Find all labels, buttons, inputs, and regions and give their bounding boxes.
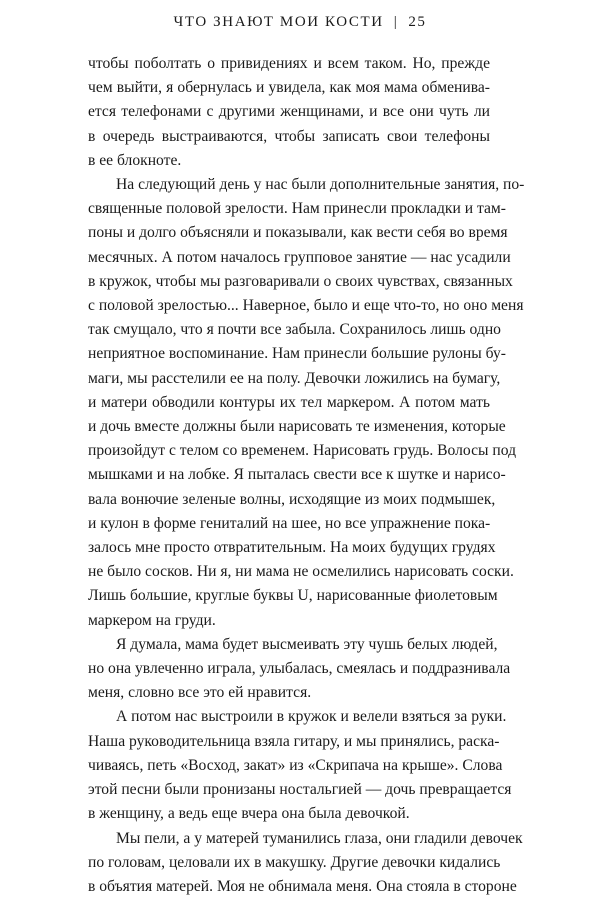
text-line: в ее блокноте. [88, 151, 182, 169]
text-line: в женщину, а ведь еще вчера она была девочкой. [88, 805, 410, 823]
text-line: месячных. А потом началось групповое занятие — нас усадили [88, 248, 511, 266]
text-line: не было сосков. Ни я, ни мама не осмелились нарисовать соски. [88, 563, 514, 581]
text-line: Лишь большие, круглые буквы U, нарисованные фиолетовым [88, 587, 498, 605]
text-line: в объятия матерей. Моя не обнимала меня. Она стояла в стороне [88, 877, 517, 895]
text-line: залось мне просто отвратительным. На моих будущих грудях [88, 539, 496, 557]
text-line: чиваясь, петь «Восход, закат» из «Скрипача на крыше». Слова [88, 756, 503, 774]
text-line: Наша руководительница взяла гитару, и мы принялись, раска- [88, 732, 500, 750]
text-line: чем выйти, я обернулась и увидела, как моя мама обменива- [88, 79, 490, 97]
page-number: 25 [408, 14, 427, 30]
text-line: в кружок, чтобы мы разговаривали о своих чувствах, связанных [88, 272, 513, 290]
text-line: маги, мы расстелили ее на полу. Девочки ложились на бумагу, [88, 369, 501, 387]
text-line: священные половой зрелости. Нам принесли прокладки и там- [88, 200, 506, 218]
text-line: ется телефонами с другими женщинами, и все они чуть ли [88, 103, 490, 121]
header-separator: | [393, 14, 399, 30]
text-line: Я думала, мама будет высмеивать эту чушь белых людей, [116, 635, 498, 653]
text-line: На следующий день у нас были дополнительные занятия, по- [116, 176, 525, 194]
text-line: мышками и на лобке. Я пыталась свести все к шутке и нарисо- [88, 466, 506, 484]
text-line: вала вонючие зеленые волны, исходящие из моих подмышек, [88, 490, 496, 508]
text-line: и матери обводили контуры их тел маркером. А потом мать [88, 393, 490, 411]
text-line: по головам, целовали их в макушку. Другие девочки кидались [88, 853, 501, 871]
text-line: неприятное воспоминание. Нам принесли большие рулоны бу- [88, 345, 506, 363]
text-line: поны и долго объясняли и показывали, как вести себя во время [88, 224, 508, 242]
running-header [0, 14, 600, 31]
text-line: меня, словно все это ей нравится. [88, 684, 312, 702]
text-line: чтобы поболтать о привидениях и всем таком. Но, прежде [88, 55, 490, 72]
text-line: этой песни были пронизаны ностальгией — дочь превращается [88, 781, 512, 799]
text-line: и дочь вместе должны были нарисовать те изменения, которые [88, 418, 506, 436]
text-line: маркером на груди. [88, 611, 216, 629]
text-line: А потом нас выстроили в кружок и велели взяться за руки. [116, 708, 507, 726]
text-line: но она увлеченно играла, улыбалась, смеялась и поддразнивала [88, 660, 511, 678]
text-line: Мы пели, а у матерей туманились глаза, они гладили девочек [116, 829, 523, 847]
body-text [88, 52, 525, 899]
text-line: произойдут с телом со временем. Нарисовать грудь. Волосы под [88, 442, 517, 460]
text-line: и кулон в форме гениталий на шее, но все упражнение пока- [88, 514, 491, 532]
text-line: с половой зрелостью... Наверное, было и еще что-то, но оно меня [88, 297, 524, 315]
text-line: так смущало, что я почти все забыла. Сохранилось лишь одно [88, 321, 501, 339]
book-title: ЧТО ЗНАЮТ МОИ КОСТИ [173, 14, 384, 30]
text-line: в очередь выстраиваются, чтобы записать свои телефоны [88, 127, 490, 145]
